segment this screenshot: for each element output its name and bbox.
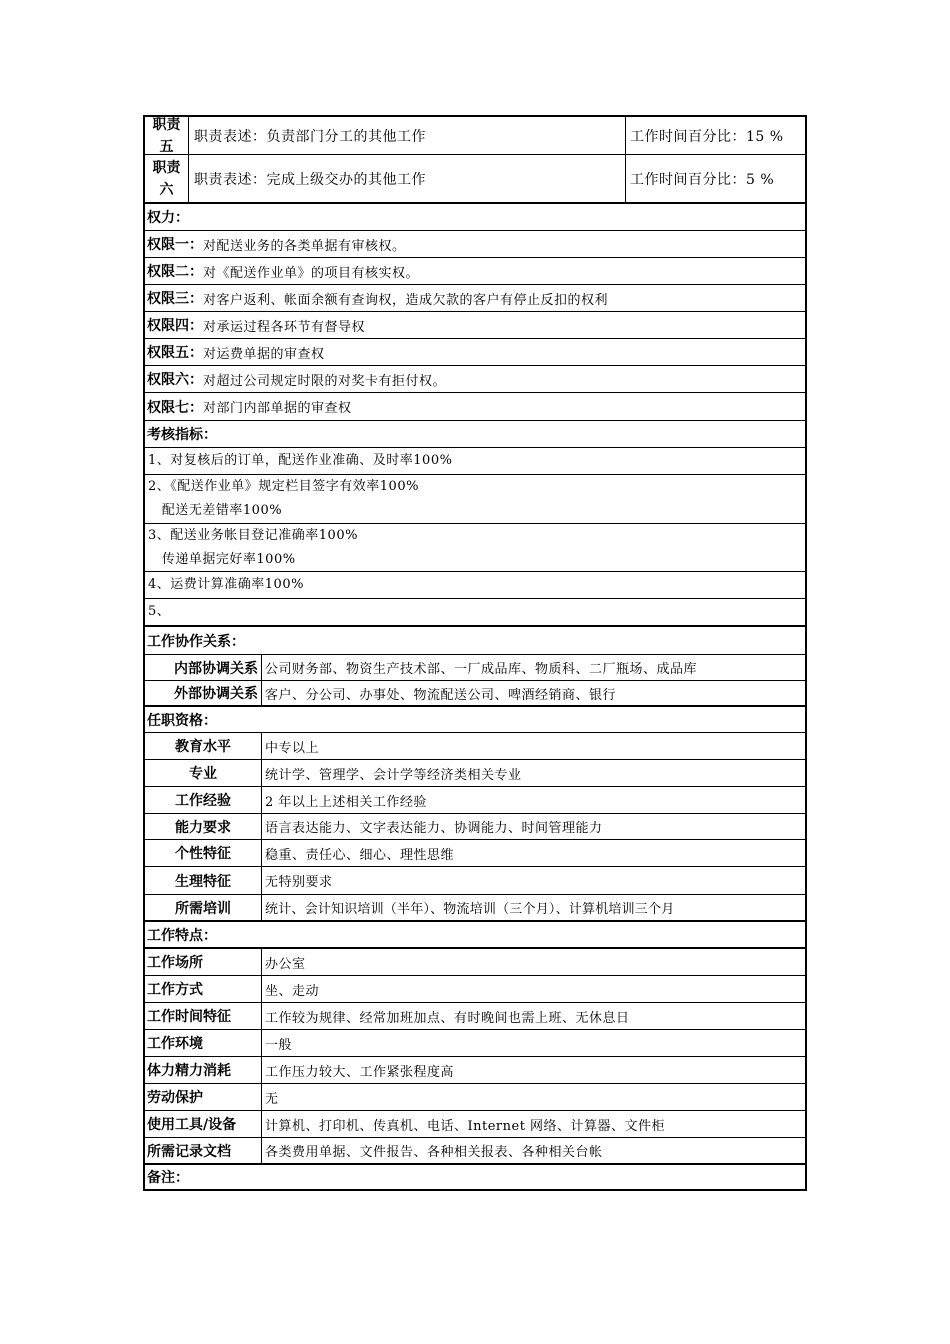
- duty-row-5: [143, 115, 807, 155]
- duty-time-percent: 工作时间百分比：5 %: [630, 171, 775, 188]
- feature-text: 各类费用单据、文件报告、各种相关报表、各种相关台帐: [265, 1145, 603, 1160]
- feature-label: 所需记录文档: [145, 1138, 262, 1163]
- kpi-line: 4、运费计算准确率100%: [148, 577, 304, 592]
- qualification-text: 语言表达能力、文字表达能力、协调能力、时间管理能力: [265, 821, 603, 836]
- authority-row: [143, 312, 807, 339]
- kpi-line: 配送无差错率100%: [148, 503, 283, 518]
- qualifications-heading-row: [143, 707, 807, 733]
- feature-label: 劳动保护: [145, 1084, 262, 1110]
- qualification-row: [143, 787, 807, 814]
- kpi-row: [143, 448, 807, 475]
- feature-label: 工作环境: [145, 1030, 262, 1056]
- relations-heading-row: [143, 627, 807, 655]
- feature-row: [143, 1030, 807, 1057]
- authority-row: [143, 258, 807, 285]
- qualification-text: 统计学、管理学、会计学等经济类相关专业: [265, 767, 522, 783]
- authority-row: [143, 339, 807, 366]
- authority-label: 权限三：: [147, 291, 203, 307]
- feature-row: [143, 1057, 807, 1084]
- duty-label-top: 职责: [152, 117, 181, 133]
- authority-label: 权限六：: [147, 372, 203, 388]
- kpi-line: 1、对复核后的订单，配送作业准确、及时率100%: [148, 453, 453, 468]
- kpi-item: [145, 572, 304, 598]
- qualification-label: 个性特征: [145, 840, 262, 866]
- qualification-label: 专业: [145, 760, 262, 786]
- qualification-row: [143, 733, 807, 760]
- feature-text: 办公室: [265, 956, 306, 972]
- kpi-line: 3、配送业务帐目登记准确率100%: [148, 527, 358, 543]
- qualification-label: 工作经验: [145, 787, 262, 813]
- authority-heading-row: [143, 204, 807, 231]
- authority-label: 权限二：: [147, 264, 203, 280]
- feature-text: 工作压力较大、工作紧张程度高: [265, 1064, 455, 1080]
- authority-text: 对配送业务的各类单据有审核权。: [203, 238, 406, 254]
- authority-text: 对超过公司规定时限的对奖卡有拒付权。: [203, 373, 447, 389]
- relations-text: 客户、分公司、办事处、物流配送公司、啤酒经销商、银行: [265, 687, 617, 703]
- feature-label: 使用工具/设备: [145, 1111, 262, 1137]
- relations-heading: 工作协作关系：: [147, 633, 245, 650]
- duty-label: [145, 155, 189, 202]
- feature-row: [143, 976, 807, 1003]
- feature-label: 工作时间特征: [145, 1003, 262, 1029]
- kpi-line: 传递单据完好率100%: [148, 551, 296, 567]
- qualification-label: 教育水平: [145, 733, 262, 759]
- authority-text: 对部门内部单据的审查权: [203, 401, 352, 416]
- qualification-text: 无特别要求: [265, 875, 333, 890]
- kpi-heading-row: [143, 421, 807, 448]
- qualification-label: 能力要求: [145, 814, 262, 839]
- qualification-row: [143, 867, 807, 895]
- kpi-item: [145, 448, 452, 474]
- authority-text: 对《配送作业单》的项目有核实权。: [203, 265, 420, 281]
- qualification-text: 统计、会计知识培训（半年）、物流培训（三个月）、计算机培训三个月: [265, 902, 675, 917]
- feature-label: 工作场所: [145, 949, 262, 975]
- kpi-row: [143, 524, 807, 572]
- qualification-label: 所需培训: [145, 895, 262, 920]
- qualification-text: 中专以上: [265, 740, 320, 756]
- authority-label: 权限四：: [147, 318, 203, 334]
- authority-text: 对运费单据的审查权: [203, 346, 325, 362]
- authority-row: [143, 366, 807, 393]
- kpi-item: [145, 475, 419, 523]
- feature-label: 工作方式: [145, 976, 262, 1002]
- features-heading: 工作特点：: [147, 927, 217, 944]
- relations-row: [143, 681, 807, 707]
- qualifications-heading: 任职资格：: [147, 712, 217, 729]
- kpi-item: [145, 599, 170, 625]
- relations-label: 外部协调关系: [145, 681, 262, 705]
- duty-label-bottom: 五: [159, 138, 174, 154]
- kpi-heading: 考核指标：: [147, 427, 217, 443]
- kpi-row: [143, 572, 807, 599]
- authority-row: [143, 231, 807, 258]
- relations-text: 公司财务部、物资生产技术部、一厂成品库、物质科、二厂瓶场、成品库: [265, 662, 698, 677]
- duty-time-percent: 工作时间百分比：15 %: [630, 128, 784, 145]
- authority-row: [143, 393, 807, 421]
- authority-text: 对客户返利、帐面余额有查询权，造成欠款的客户有停止反扣的权利: [203, 292, 609, 308]
- feature-row: [143, 1138, 807, 1165]
- duty-label-top: 职责: [152, 159, 181, 176]
- qualification-row: [143, 814, 807, 840]
- job-description-table: [143, 115, 807, 1191]
- authority-heading: 权力：: [147, 210, 189, 226]
- feature-row: [143, 1003, 807, 1030]
- feature-row: [143, 1084, 807, 1111]
- relations-row: [143, 655, 807, 681]
- qualification-row: [143, 895, 807, 922]
- qualification-row: [143, 760, 807, 787]
- authority-label: 权限七：: [147, 399, 203, 416]
- feature-text: 工作较为规律、经常加班加点、有时晚间也需上班、无休息日: [265, 1010, 630, 1026]
- kpi-row: [143, 475, 807, 524]
- feature-text: 坐、走动: [265, 983, 320, 999]
- duty-label-bottom: 六: [159, 181, 174, 198]
- feature-text: 无: [265, 1091, 279, 1107]
- feature-label: 体力精力消耗: [145, 1057, 262, 1083]
- duty-description: 职责表述：完成上级交办的其他工作: [189, 155, 626, 202]
- feature-text: 一般: [265, 1037, 293, 1053]
- authority-label: 权限五：: [147, 345, 203, 361]
- qualification-label: 生理特征: [145, 867, 262, 894]
- feature-row: [143, 1111, 807, 1138]
- qualification-text: 2 年以上上述相关工作经验: [265, 794, 427, 810]
- relations-label: 内部协调关系: [145, 655, 262, 680]
- qualification-text: 稳重、责任心、细心、理性思维: [265, 847, 455, 863]
- duty-row-6: [143, 155, 807, 204]
- qualification-row: [143, 840, 807, 867]
- authority-label: 权限一：: [147, 237, 203, 253]
- authority-text: 对承运过程各环节有督导权: [203, 319, 366, 335]
- remarks-row: [143, 1165, 807, 1191]
- features-heading-row: [143, 922, 807, 949]
- feature-text: 计算机、打印机、传真机、电话、Internet 网络、计算器、文件柜: [265, 1118, 666, 1134]
- feature-row: [143, 949, 807, 976]
- kpi-item: [145, 524, 358, 571]
- authority-row: [143, 285, 807, 312]
- duty-description: 职责表述：负责部门分工的其他工作: [189, 117, 626, 154]
- kpi-row: [143, 599, 807, 627]
- kpi-line: 5、: [148, 604, 171, 619]
- kpi-line: 2、《配送作业单》规定栏目签字有效率100%: [148, 479, 419, 494]
- duty-label: [145, 117, 189, 154]
- remarks-heading: 备注：: [147, 1170, 189, 1186]
